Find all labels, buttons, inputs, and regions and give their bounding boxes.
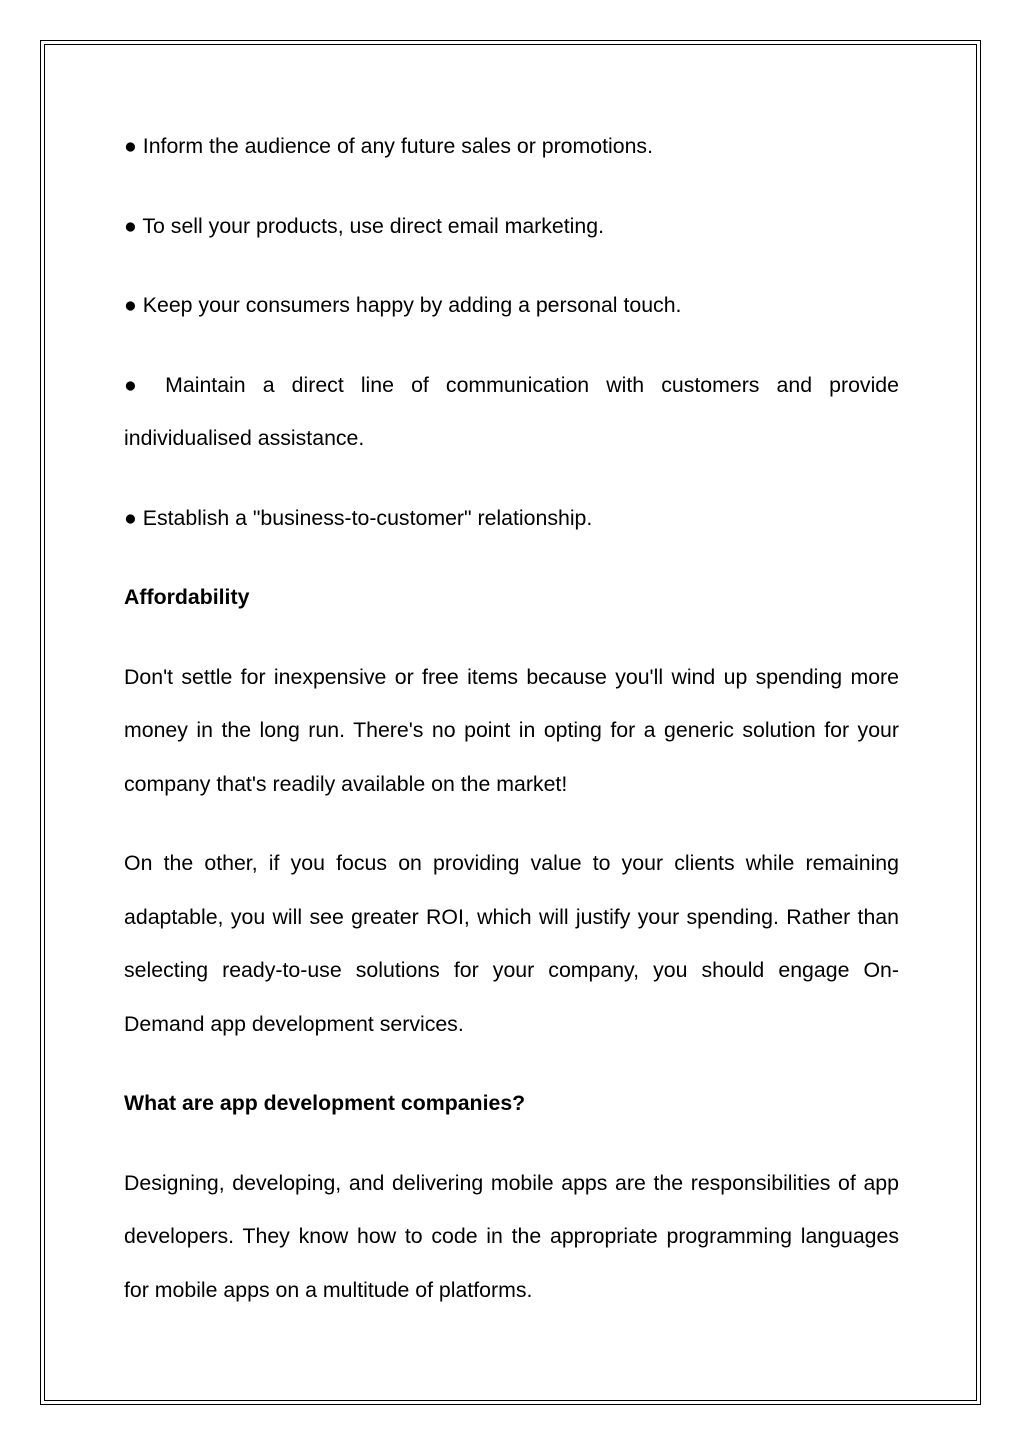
- paragraph: Don't settle for inexpensive or free items because you'll wind up spending more money in the long run. There's no point in opting for a generic solution for your company that's readily available on the market!: [124, 664, 899, 796]
- document-body: [124, 120, 899, 1343]
- bullet-item: ● To sell your products, use direct email marketing.: [124, 213, 605, 238]
- section-heading-app-development-companies: What are app development companies?: [124, 1091, 526, 1115]
- paragraph: Designing, developing, and delivering mobile apps are the responsibilities of app developers. They know how to code in the appropriate programming languages for mobile apps on a multitude of platforms.: [124, 1170, 899, 1302]
- paragraph: On the other, if you focus on providing value to your clients while remaining adaptable, you will see greater ROI, which will justify your spending. Rather than selecting ready-to-use solutions for your company, you should engage On-Demand app development services.: [124, 851, 899, 1036]
- section-heading-affordability: Affordability: [124, 585, 250, 609]
- bullet-item: ● Keep your consumers happy by adding a personal touch.: [124, 293, 682, 317]
- bullet-item: ● Maintain a direct line of communication with customers and provide individualised assistance.: [124, 372, 899, 450]
- bullet-item: ● Establish a "business-to-customer" relationship.: [124, 505, 593, 530]
- bullet-item: ● Inform the audience of any future sales or promotions.: [124, 134, 654, 158]
